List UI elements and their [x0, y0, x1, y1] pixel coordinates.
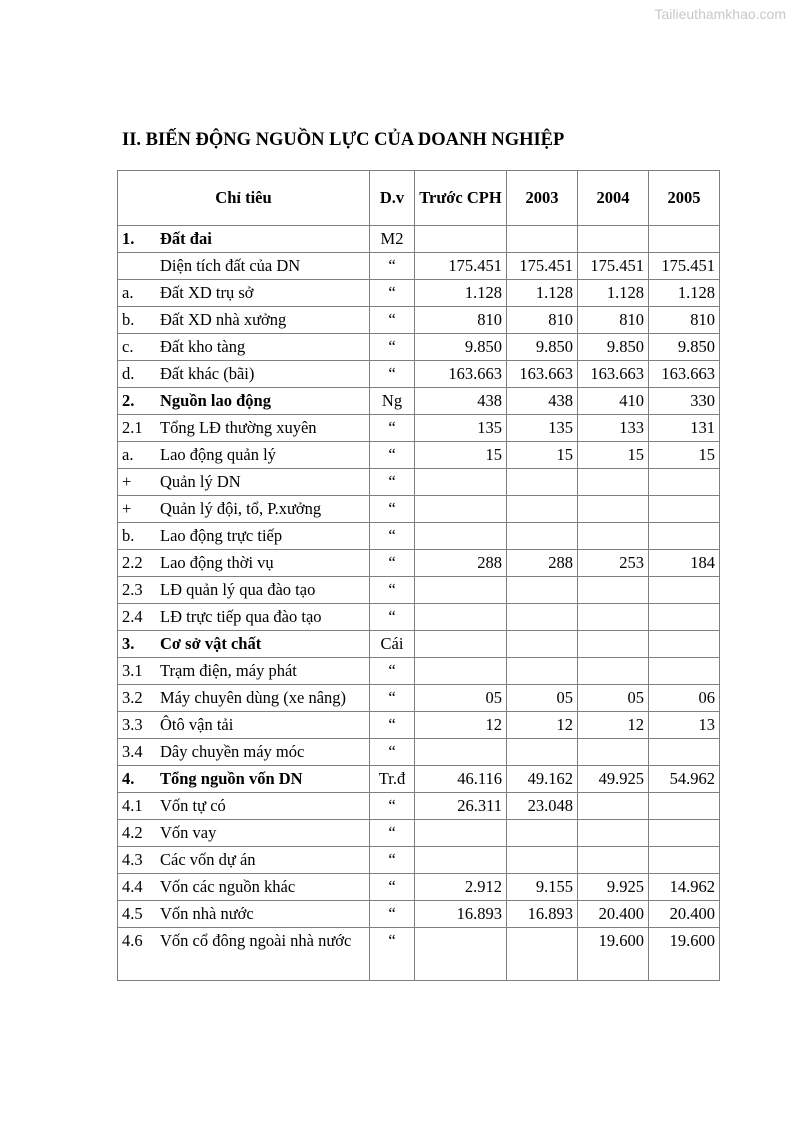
- value-2005: [649, 793, 720, 820]
- table-row: [118, 415, 720, 442]
- row-unit: “: [370, 847, 415, 874]
- row-label: Đất XD trụ sở: [160, 283, 254, 302]
- row-number: 2.1: [122, 418, 143, 437]
- value-2003: [507, 604, 578, 631]
- row-indicator: [118, 901, 370, 928]
- value-2003: 810: [507, 307, 578, 334]
- value-2004: [578, 496, 649, 523]
- row-label: Ôtô vận tải: [160, 715, 234, 734]
- row-indicator: [118, 361, 370, 388]
- value-2005: [649, 847, 720, 874]
- table-row: [118, 550, 720, 577]
- value-before-cph: 2.912: [415, 874, 507, 901]
- table-row: [118, 604, 720, 631]
- table-row: [118, 226, 720, 253]
- row-label: Các vốn dự án: [160, 850, 256, 869]
- row-unit: “: [370, 820, 415, 847]
- row-number: 1.: [122, 229, 135, 248]
- row-indicator: [118, 253, 370, 280]
- value-before-cph: 288: [415, 550, 507, 577]
- row-number: 2.: [122, 391, 135, 410]
- row-label: Lao động thời vụ: [160, 553, 274, 572]
- row-label: Lao động quản lý: [160, 445, 276, 464]
- row-label: Máy chuyên dùng (xe nâng): [160, 688, 347, 707]
- value-2003: [507, 658, 578, 685]
- row-number: 2.2: [122, 553, 143, 572]
- value-2003: 288: [507, 550, 578, 577]
- row-indicator: [118, 415, 370, 442]
- row-unit: “: [370, 901, 415, 928]
- table-row: [118, 766, 720, 793]
- row-indicator: [118, 577, 370, 604]
- row-number: 3.2: [122, 688, 143, 707]
- row-label: Tổng LĐ thường xuyên: [160, 418, 317, 437]
- row-unit: “: [370, 496, 415, 523]
- value-before-cph: 15: [415, 442, 507, 469]
- row-label: Vốn nhà nước: [160, 904, 254, 923]
- value-before-cph: [415, 496, 507, 523]
- value-before-cph: [415, 577, 507, 604]
- value-2003: 1.128: [507, 280, 578, 307]
- value-2004: 253: [578, 550, 649, 577]
- table-row: [118, 631, 720, 658]
- value-2004: [578, 469, 649, 496]
- value-2003: 135: [507, 415, 578, 442]
- table-row: [118, 496, 720, 523]
- value-2004: [578, 226, 649, 253]
- row-number: +: [122, 499, 132, 518]
- row-label: Cơ sở vật chất: [160, 634, 262, 653]
- value-before-cph: [415, 523, 507, 550]
- value-2005: 330: [649, 388, 720, 415]
- value-2005: 14.962: [649, 874, 720, 901]
- value-2005: [649, 658, 720, 685]
- value-before-cph: [415, 847, 507, 874]
- value-before-cph: 05: [415, 685, 507, 712]
- table-row: [118, 712, 720, 739]
- value-2005: 184: [649, 550, 720, 577]
- value-before-cph: 135: [415, 415, 507, 442]
- value-2003: 05: [507, 685, 578, 712]
- row-indicator: [118, 334, 370, 361]
- table-row: [118, 334, 720, 361]
- row-indicator: [118, 631, 370, 658]
- value-2004: [578, 658, 649, 685]
- value-before-cph: [415, 631, 507, 658]
- value-2005: [649, 739, 720, 766]
- row-indicator: [118, 820, 370, 847]
- row-unit: “: [370, 658, 415, 685]
- value-before-cph: [415, 658, 507, 685]
- value-2004: [578, 739, 649, 766]
- table-row: [118, 685, 720, 712]
- value-2003: [507, 496, 578, 523]
- table-row: [118, 739, 720, 766]
- row-label: LĐ trực tiếp qua đào tạo: [160, 607, 322, 626]
- table-row: [118, 793, 720, 820]
- value-2003: [507, 631, 578, 658]
- value-2004: 810: [578, 307, 649, 334]
- row-unit: M2: [370, 226, 415, 253]
- table-row: [118, 874, 720, 901]
- row-label: Trạm điện, máy phát: [160, 661, 297, 680]
- value-2004: [578, 523, 649, 550]
- value-2005: 810: [649, 307, 720, 334]
- row-number: 2.4: [122, 607, 143, 626]
- row-indicator: [118, 766, 370, 793]
- table-row: [118, 361, 720, 388]
- row-unit: “: [370, 604, 415, 631]
- row-unit: “: [370, 334, 415, 361]
- value-2003: 9.155: [507, 874, 578, 901]
- row-number: b.: [122, 526, 135, 545]
- value-before-cph: 1.128: [415, 280, 507, 307]
- header-2004: 2004: [578, 171, 649, 226]
- value-2004: [578, 847, 649, 874]
- value-2004: 410: [578, 388, 649, 415]
- watermark: Tailieuthamkhao.com: [654, 6, 786, 22]
- table-row: [118, 928, 720, 981]
- value-before-cph: 46.116: [415, 766, 507, 793]
- value-2004: 15: [578, 442, 649, 469]
- row-number: a.: [122, 283, 134, 302]
- row-number: 4.2: [122, 823, 143, 842]
- table-row: [118, 820, 720, 847]
- row-unit: “: [370, 577, 415, 604]
- value-2004: [578, 820, 649, 847]
- row-unit: “: [370, 253, 415, 280]
- row-label: Vốn vay: [160, 823, 217, 842]
- row-label: Quản lý DN: [160, 472, 241, 491]
- row-number: 4.1: [122, 796, 143, 815]
- value-2003: [507, 928, 578, 981]
- row-unit: “: [370, 793, 415, 820]
- value-2004: 1.128: [578, 280, 649, 307]
- row-label: Đất kho tàng: [160, 337, 246, 356]
- value-before-cph: 16.893: [415, 901, 507, 928]
- value-2004: 49.925: [578, 766, 649, 793]
- value-before-cph: [415, 604, 507, 631]
- section-heading: II. BIẾN ĐỘNG NGUỒN LỰC CỦA DOANH NGHIỆP: [122, 130, 565, 150]
- value-2004: 133: [578, 415, 649, 442]
- row-number: 4.4: [122, 877, 143, 896]
- value-2005: 13: [649, 712, 720, 739]
- value-before-cph: 26.311: [415, 793, 507, 820]
- table-row: [118, 253, 720, 280]
- row-indicator: [118, 442, 370, 469]
- value-2004: 12: [578, 712, 649, 739]
- row-number: 4.3: [122, 850, 143, 869]
- table-row: [118, 901, 720, 928]
- row-label: Nguồn lao động: [160, 391, 271, 410]
- row-unit: “: [370, 361, 415, 388]
- value-2004: 05: [578, 685, 649, 712]
- value-2003: [507, 847, 578, 874]
- row-unit: “: [370, 550, 415, 577]
- value-2003: 15: [507, 442, 578, 469]
- row-indicator: [118, 793, 370, 820]
- value-2003: 16.893: [507, 901, 578, 928]
- value-2005: [649, 820, 720, 847]
- row-indicator: [118, 388, 370, 415]
- value-2003: 49.162: [507, 766, 578, 793]
- value-2005: [649, 496, 720, 523]
- row-number: 3.3: [122, 715, 143, 734]
- row-indicator: [118, 280, 370, 307]
- row-label: Đất đai: [160, 229, 212, 248]
- value-2003: [507, 226, 578, 253]
- value-2005: [649, 604, 720, 631]
- row-unit: “: [370, 415, 415, 442]
- table-row: [118, 469, 720, 496]
- value-2003: 23.048: [507, 793, 578, 820]
- header-before-equitization: Trước CPH: [415, 171, 507, 226]
- value-2005: [649, 577, 720, 604]
- value-before-cph: 175.451: [415, 253, 507, 280]
- row-number: 3.4: [122, 742, 143, 761]
- row-indicator: [118, 739, 370, 766]
- row-indicator: [118, 847, 370, 874]
- table-row: [118, 577, 720, 604]
- value-2004: 20.400: [578, 901, 649, 928]
- table-body: [118, 226, 720, 981]
- row-unit: “: [370, 712, 415, 739]
- row-unit: “: [370, 307, 415, 334]
- value-2004: [578, 577, 649, 604]
- value-2005: 131: [649, 415, 720, 442]
- header-unit: D.v: [370, 171, 415, 226]
- value-2003: 12: [507, 712, 578, 739]
- value-2004: 175.451: [578, 253, 649, 280]
- value-2005: 15: [649, 442, 720, 469]
- header-2003: 2003: [507, 171, 578, 226]
- table-row: [118, 280, 720, 307]
- value-2005: 163.663: [649, 361, 720, 388]
- row-indicator: [118, 469, 370, 496]
- value-before-cph: 12: [415, 712, 507, 739]
- row-indicator: [118, 604, 370, 631]
- row-label: Vốn các nguồn khác: [160, 877, 296, 896]
- row-indicator: [118, 226, 370, 253]
- row-label: Vốn cổ đông ngoài nhà nước: [160, 931, 352, 950]
- value-before-cph: 810: [415, 307, 507, 334]
- table-row: [118, 442, 720, 469]
- value-2003: [507, 820, 578, 847]
- row-indicator: [118, 658, 370, 685]
- value-2003: [507, 523, 578, 550]
- row-unit: Ng: [370, 388, 415, 415]
- value-2005: 19.600: [649, 928, 720, 981]
- row-number: a.: [122, 445, 134, 464]
- value-before-cph: [415, 820, 507, 847]
- value-2004: [578, 604, 649, 631]
- row-unit: “: [370, 874, 415, 901]
- value-2004: 163.663: [578, 361, 649, 388]
- value-2003: 9.850: [507, 334, 578, 361]
- value-2003: 175.451: [507, 253, 578, 280]
- value-before-cph: [415, 928, 507, 981]
- value-2003: [507, 577, 578, 604]
- row-number: b.: [122, 310, 135, 329]
- value-2004: [578, 793, 649, 820]
- table-row: [118, 523, 720, 550]
- value-2005: [649, 523, 720, 550]
- value-2005: 06: [649, 685, 720, 712]
- row-unit: “: [370, 739, 415, 766]
- row-indicator: [118, 496, 370, 523]
- row-number: +: [122, 472, 132, 491]
- value-2005: 1.128: [649, 280, 720, 307]
- row-label: Đất khác (bãi): [160, 364, 255, 383]
- row-unit: Tr.đ: [370, 766, 415, 793]
- row-number: 3.1: [122, 661, 143, 680]
- row-indicator: [118, 307, 370, 334]
- row-unit: “: [370, 442, 415, 469]
- value-2004: 9.850: [578, 334, 649, 361]
- row-number: 4.: [122, 769, 135, 788]
- row-unit: “: [370, 928, 415, 981]
- table-row: [118, 658, 720, 685]
- table-row: [118, 388, 720, 415]
- value-before-cph: [415, 226, 507, 253]
- row-label: Quản lý đội, tổ, P.xưởng: [160, 499, 322, 518]
- row-number: 2.3: [122, 580, 143, 599]
- row-label: Diện tích đất của DN: [160, 256, 301, 275]
- resources-table: [117, 170, 720, 981]
- value-before-cph: 438: [415, 388, 507, 415]
- value-before-cph: 9.850: [415, 334, 507, 361]
- value-2003: [507, 739, 578, 766]
- row-number: d.: [122, 364, 135, 383]
- row-indicator: [118, 550, 370, 577]
- value-2004: 9.925: [578, 874, 649, 901]
- value-2005: 20.400: [649, 901, 720, 928]
- value-2004: 19.600: [578, 928, 649, 981]
- table-header-row: [118, 171, 720, 226]
- value-2003: 163.663: [507, 361, 578, 388]
- table-row: [118, 307, 720, 334]
- value-2005: [649, 631, 720, 658]
- value-2003: 438: [507, 388, 578, 415]
- value-2005: [649, 469, 720, 496]
- row-unit: “: [370, 469, 415, 496]
- table-row: [118, 847, 720, 874]
- value-before-cph: [415, 469, 507, 496]
- row-indicator: [118, 712, 370, 739]
- row-indicator: [118, 685, 370, 712]
- row-label: Đất XD nhà xưởng: [160, 310, 287, 329]
- row-number: 3.: [122, 634, 135, 653]
- row-label: Vốn tự có: [160, 796, 226, 815]
- row-number: c.: [122, 337, 134, 356]
- row-label: LĐ quản lý qua đào tạo: [160, 580, 316, 599]
- row-unit: “: [370, 685, 415, 712]
- row-indicator: [118, 928, 370, 981]
- row-number: 4.6: [122, 931, 143, 950]
- header-indicator: Chỉ tiêu: [118, 171, 370, 226]
- header-2005: 2005: [649, 171, 720, 226]
- value-2003: [507, 469, 578, 496]
- value-2005: [649, 226, 720, 253]
- value-2004: [578, 631, 649, 658]
- row-unit: “: [370, 523, 415, 550]
- value-2005: 175.451: [649, 253, 720, 280]
- row-label: Dây chuyền máy móc: [160, 742, 305, 761]
- value-before-cph: 163.663: [415, 361, 507, 388]
- row-number: 4.5: [122, 904, 143, 923]
- row-label: Lao động trực tiếp: [160, 526, 283, 545]
- row-unit: Cái: [370, 631, 415, 658]
- row-indicator: [118, 874, 370, 901]
- value-before-cph: [415, 739, 507, 766]
- row-indicator: [118, 523, 370, 550]
- row-label: Tổng nguồn vốn DN: [160, 769, 303, 788]
- value-2005: 9.850: [649, 334, 720, 361]
- value-2005: 54.962: [649, 766, 720, 793]
- row-unit: “: [370, 280, 415, 307]
